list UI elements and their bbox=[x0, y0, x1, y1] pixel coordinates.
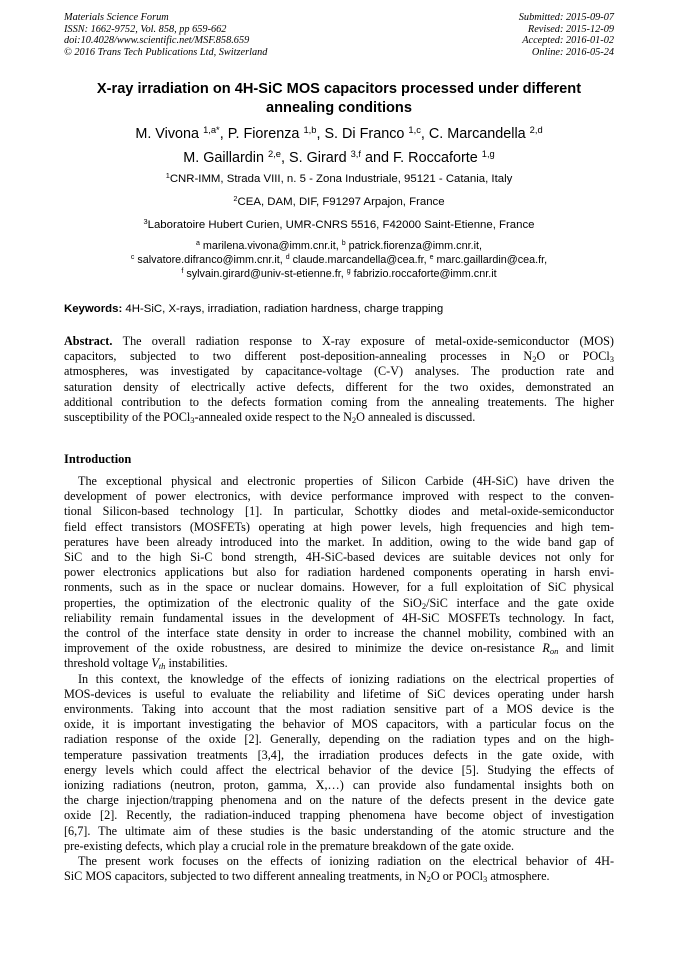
paper-title bbox=[40, 80, 638, 118]
text-content: additional contribution to the defects formation coming from the annealing treatements. The higher bbox=[64, 394, 614, 409]
text-content: MOS-devices is useful to evaluate the reliability and lifetime of SiC devices operating under harsh bbox=[64, 686, 614, 701]
text-content: threshold voltage $V_{th}$ instabilities. bbox=[64, 656, 228, 672]
affiliation-line bbox=[40, 195, 638, 209]
affiliation-text: CEA, DAM, DIF, F91297 Arpajon, France bbox=[237, 196, 445, 208]
text-content: improvement of the oxide robustness, are desired to minimize the device on-resistance $R_{on}$ and limit bbox=[64, 641, 614, 657]
affiliation-text: CNR-IMM, Strada VIII, n. 5 - Zona Industriale, 95121 - Catania, Italy bbox=[169, 173, 513, 185]
abstract bbox=[64, 334, 614, 425]
text-content: atmospheres, was investigated by capacitance-voltage (C-V) analyses. The production rate and bbox=[64, 364, 614, 379]
text-line bbox=[64, 535, 614, 550]
email-sup: c bbox=[130, 254, 135, 262]
section-title-introduction: Introduction bbox=[64, 452, 132, 466]
header-left-line: doi:10.4028/www.scientific.net/MSF.858.659 bbox=[64, 35, 250, 47]
author-name: C. Marcandella bbox=[428, 126, 530, 142]
text-line bbox=[64, 672, 614, 687]
text-line bbox=[64, 504, 614, 519]
text-line bbox=[64, 641, 614, 656]
text-line bbox=[64, 550, 614, 565]
author-sup: 2,d bbox=[529, 124, 543, 135]
email-text: marilena.vivona@imm.cnr.it, bbox=[199, 240, 342, 252]
text-content: The overall radiation response to X-ray exposure of metal-oxide-semiconductor (MOS) bbox=[122, 334, 614, 348]
affiliation-sup: 2 bbox=[233, 193, 238, 203]
text-content: environments. Taking into account that the most radiation sensitive part of a MOS device is the bbox=[64, 702, 614, 717]
text-line bbox=[64, 410, 614, 425]
text-line bbox=[64, 520, 614, 535]
author-line: M. Vivona $^{1,a*}$, P. Fiorenza $^{1,b}$, S. Di Franco $^{1,c}$, C. Marcandella $^{2,d}$ bbox=[135, 124, 543, 142]
text-line bbox=[64, 793, 614, 808]
text-content: The present work focuses on the effects of ionizing radiation on the electrical behavior of 4H- bbox=[78, 854, 614, 869]
email-text: marc.gaillardin@cea.fr, bbox=[433, 254, 548, 267]
text-content: temperature passivation treatments [3,4], the irradiation produces defects in the gate oxide, with bbox=[64, 747, 614, 762]
text-line bbox=[64, 808, 614, 823]
title-line: X-ray irradiation on 4H-SiC MOS capacitors processed under different bbox=[96, 81, 582, 97]
email-sup: g bbox=[346, 268, 351, 276]
journal-header-left bbox=[64, 12, 267, 58]
text-content: ronments, such as in the space or nuclear domains. However, for a full exploitation of SiC physical bbox=[64, 580, 614, 595]
text-content: ionizing radiations (neutron, proton, gamma, X,…) can provide also fundamental insights both on bbox=[64, 778, 614, 793]
header-right-line: Revised: 2015-12-09 bbox=[527, 23, 614, 35]
paragraph bbox=[64, 854, 614, 884]
author-name: S. Girard bbox=[289, 150, 351, 166]
paragraph bbox=[64, 672, 614, 854]
affiliation-sup: 3 bbox=[143, 216, 148, 226]
text-content: development of power electronics, with device performance improved with respect to the conven- bbox=[64, 489, 614, 504]
text-line bbox=[64, 334, 614, 349]
text-line bbox=[64, 717, 614, 732]
text-content: radiation response of the oxide [2]. Generally, depending on the radiation types and on the high- bbox=[64, 732, 614, 747]
email-text: patrick.fiorenza@imm.cnr.it, bbox=[345, 240, 482, 252]
email-line bbox=[40, 239, 638, 253]
text-content: The exceptional physical and electronic properties of Silicon Carbide (4H-SiC) have driven the bbox=[78, 474, 614, 488]
text-line bbox=[64, 869, 614, 884]
text-content: susceptibility of the POCl$_3$-annealed oxide respect to the $N_2O$ annealed is discussed. bbox=[64, 410, 476, 426]
text-content: SiC and to the high Si-C bond strength, 4H-SiC-based devices are suitable devices not only for bbox=[64, 550, 614, 565]
text-line bbox=[64, 349, 614, 364]
email-sup: e bbox=[429, 254, 434, 262]
text-line bbox=[64, 596, 614, 611]
author-name: F. Roccaforte bbox=[392, 150, 482, 166]
text-content: properties, the optimization of the electronic quality of the SiO$_2$/SiC interface and the gate oxide bbox=[64, 595, 614, 611]
email-text: fabrizio.roccaforte@imm.cnr.it bbox=[350, 268, 497, 281]
email-text: sylvain.girard@univ-st-etienne.fr, bbox=[183, 268, 347, 281]
journal-header-right bbox=[519, 12, 614, 58]
author-name: P. Fiorenza bbox=[227, 126, 304, 142]
text-content: saturation density of electrically active defects, different for the two oxides, demonstrated an bbox=[64, 379, 614, 394]
text-line bbox=[64, 380, 614, 395]
title-line: annealing conditions bbox=[266, 100, 412, 116]
email-sup: b bbox=[341, 240, 346, 248]
text-line bbox=[64, 395, 614, 410]
affiliation-line bbox=[40, 218, 638, 232]
text-line bbox=[64, 611, 614, 626]
email-sup: f bbox=[181, 268, 184, 276]
text-line bbox=[64, 702, 614, 717]
text-content: pre-existing defects, which play a crucial role in the premature breakdown of the gate oxide. bbox=[64, 838, 515, 853]
text-line bbox=[64, 626, 614, 641]
paragraph bbox=[64, 474, 614, 672]
header-right-line: Submitted: 2015-09-07 bbox=[518, 12, 614, 23]
text-content: the control of the interface state density in order to increase the channel mobility, combined with an bbox=[64, 626, 614, 641]
text-content: tional Silicon-based technology [1]. In particular, Schottky diodes and metal-oxide-semiconductor bbox=[64, 504, 614, 519]
text-content: In this context, the knowledge of the effects of ionizing radiations on the electrical properties of bbox=[78, 671, 614, 686]
header-right-line: Online: 2016-05-24 bbox=[531, 46, 614, 58]
author-sup: 1,b bbox=[303, 124, 317, 135]
affiliation-line bbox=[40, 172, 638, 186]
text-content: oxide, it is important investigating the behavior of MOS capacitors, with a particular focus on the bbox=[64, 717, 614, 732]
author-sup: 2,e bbox=[268, 148, 281, 159]
text-line bbox=[64, 687, 614, 702]
keywords bbox=[64, 302, 614, 316]
text-content: the charge injection/trapping phenomena and on the nature of the defects present in the device gate bbox=[64, 793, 614, 808]
email-sup: d bbox=[285, 254, 290, 262]
text-line bbox=[64, 824, 614, 839]
text-content: reliability remain fundamental issues in the development of 4H-SiC MOSFETs technology. In fact, bbox=[64, 610, 614, 625]
keywords-label: Keywords: bbox=[64, 303, 123, 315]
header-left-line: © 2016 Trans Tech Publications Ltd, Switzerland bbox=[64, 46, 268, 58]
text-line bbox=[64, 854, 614, 869]
affiliation-sup: 1 bbox=[165, 170, 170, 180]
introduction-body bbox=[64, 474, 614, 884]
keywords-text: 4H-SiC, X-rays, irradiation, radiation hardness, charge trapping bbox=[125, 303, 444, 315]
abstract-label: Abstract. bbox=[64, 334, 123, 348]
text-line bbox=[64, 656, 614, 671]
text-line bbox=[64, 364, 614, 379]
text-content: SiC MOS capacitors, subjected to two different annealing treatments, in $N_2O$ or POCl$_3$ atmosphere. bbox=[64, 869, 550, 885]
text-line bbox=[64, 565, 614, 580]
author-list bbox=[40, 122, 638, 170]
header-left-line: Materials Science Forum bbox=[64, 12, 169, 23]
text-line bbox=[64, 489, 614, 504]
text-content: field effect transistors (MOSFETs) operating at high power levels, high frequencies and high tem- bbox=[64, 519, 614, 534]
author-name: M. Vivona bbox=[135, 126, 204, 142]
email-line bbox=[40, 253, 638, 267]
header-right-line: Accepted: 2016-01-02 bbox=[522, 35, 614, 47]
text-content: [6,7]. The ultimate aim of these studies is the basic understanding of the atomic structure and the bbox=[64, 823, 614, 838]
text-line bbox=[64, 839, 614, 854]
text-content: energy levels which could affect the electrical behavior of the device [5]. Studying the effects of bbox=[64, 762, 614, 777]
affiliation-text: Laboratoire Hubert Curien, UMR-CNRS 5516, F42000 Saint-Etienne, France bbox=[147, 219, 535, 231]
author-sup: 1,g bbox=[481, 148, 495, 159]
email-text: salvatore.difranco@imm.cnr.it, bbox=[134, 254, 286, 267]
text-line bbox=[64, 580, 614, 595]
author-line: M. Gaillardin $^{2,e}$, S. Girard $^{3,f}$ and F. Roccaforte $^{1,g}$ bbox=[183, 148, 495, 166]
author-sup: 1,a* bbox=[203, 124, 220, 135]
text-content: power electronics applications but also for radiation hardened components operating in harsh envi- bbox=[64, 565, 614, 580]
text-content: oxide [2]. Recently, the radiation-induced trapping phenomena have become object of investigation bbox=[64, 808, 614, 823]
author-name: S. Di Franco bbox=[324, 126, 409, 142]
text-line bbox=[64, 474, 614, 489]
text-line bbox=[64, 763, 614, 778]
email-text: claude.marcandella@cea.fr, bbox=[289, 254, 430, 267]
text-content: peratures have been already introduced into the market. In addition, owing to the wide band gap of bbox=[64, 534, 614, 549]
text-line bbox=[64, 732, 614, 747]
text-line bbox=[64, 748, 614, 763]
header-left-line: ISSN: 1662-9752, Vol. 858, pp 659-662 bbox=[64, 23, 227, 35]
email-line bbox=[40, 267, 638, 281]
email-sup: a bbox=[196, 240, 200, 248]
author-name: M. Gaillardin bbox=[183, 150, 268, 166]
author-sup: 3,f bbox=[350, 148, 361, 159]
text-line bbox=[64, 778, 614, 793]
author-emails bbox=[40, 239, 638, 282]
author-sup: 1,c bbox=[408, 124, 421, 135]
text-content: capacitors, subjected to two different post-deposition-annealing processes in $N_2O$ or POCl$_3$ bbox=[64, 349, 614, 365]
